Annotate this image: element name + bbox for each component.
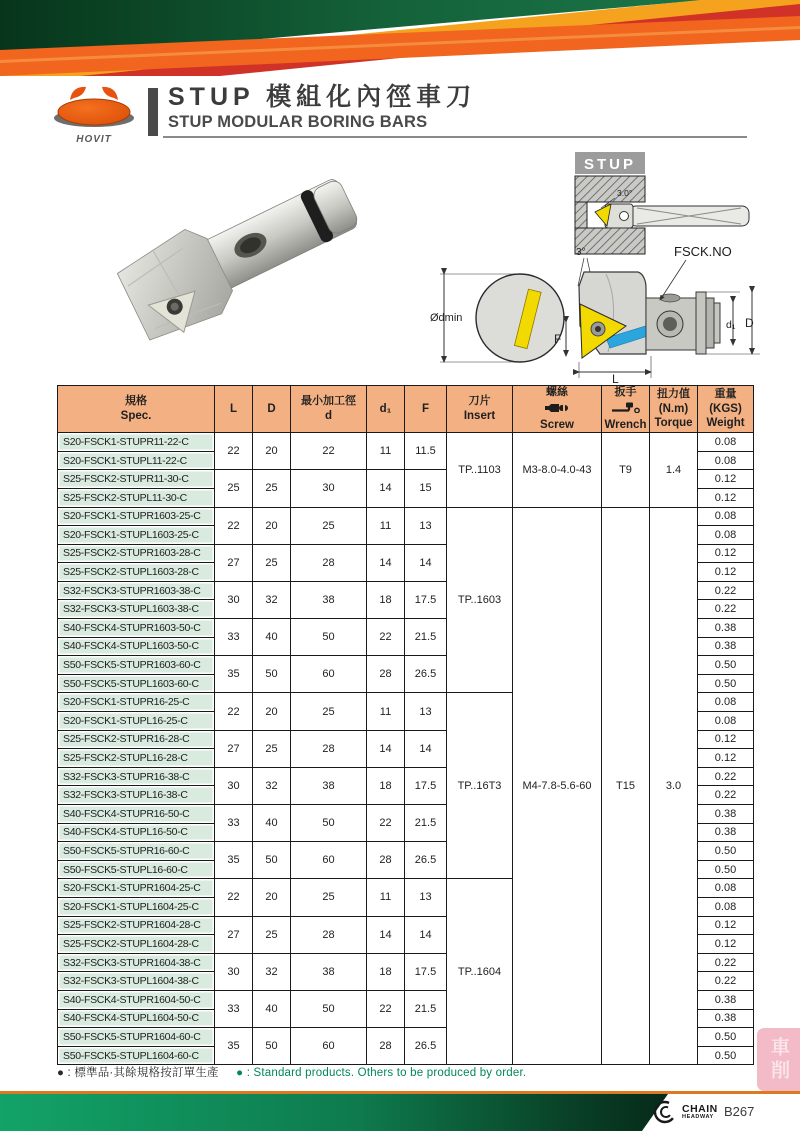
weight-cell: 0.50: [698, 842, 754, 861]
value-cell-d1: 22: [367, 990, 405, 1027]
value-cell-d1: 18: [367, 767, 405, 804]
spec-cell: S25-FSCK2-STUPR11-30-C: [58, 470, 215, 489]
weight-cell: 0.50: [698, 656, 754, 675]
col-header-D: D: [253, 386, 291, 433]
insert-cell: TP..1103: [447, 433, 513, 507]
spec-cell: S25-FSCK2-STUPR1604-28-C: [58, 916, 215, 935]
weight-cell: 0.12: [698, 544, 754, 563]
value-cell-D: 40: [253, 990, 291, 1027]
value-cell-d1: 28: [367, 842, 405, 879]
col-header-d: 最小加工徑 d: [291, 386, 367, 433]
spec-cell: S20-FSCK1-STUPL16-25-C: [58, 712, 215, 731]
value-cell-d: 60: [291, 1028, 367, 1065]
value-cell-d: 50: [291, 990, 367, 1027]
col-header-insert: 刀片 Insert: [447, 386, 513, 433]
table-header-row: [58, 386, 754, 433]
spec-cell: S40-FSCK4-STUPL1603-50-C: [58, 637, 215, 656]
value-cell-d1: 11: [367, 507, 405, 544]
spec-cell: S25-FSCK2-STUPR1603-28-C: [58, 544, 215, 563]
value-cell-L: 35: [215, 1028, 253, 1065]
spec-cell: S20-FSCK1-STUPR16-25-C: [58, 693, 215, 712]
weight-cell: 0.22: [698, 972, 754, 991]
value-cell-d: 28: [291, 730, 367, 767]
dim-f-label: F: [554, 332, 562, 346]
value-cell-D: 20: [253, 879, 291, 916]
value-cell-L: 30: [215, 767, 253, 804]
weight-cell: 0.12: [698, 470, 754, 489]
spec-cell: S20-FSCK1-STUPL1603-25-C: [58, 526, 215, 545]
value-cell-L: 33: [215, 619, 253, 656]
torque-cell: 3.0: [650, 507, 698, 1065]
value-cell-F: 15: [405, 470, 447, 507]
spec-cell: S20-FSCK1-STUPR11-22-C: [58, 433, 215, 452]
insert-cell: TP..1604: [447, 879, 513, 1065]
value-cell-F: 13: [405, 507, 447, 544]
value-cell-L: 33: [215, 805, 253, 842]
value-cell-F: 26.5: [405, 842, 447, 879]
screw-cell: M3-8.0-4.0-43: [513, 433, 602, 507]
spec-cell: S40-FSCK4-STUPL16-50-C: [58, 823, 215, 842]
value-cell-d1: 22: [367, 619, 405, 656]
value-cell-d1: 14: [367, 470, 405, 507]
brand-name: HOVIT: [76, 134, 112, 145]
page-title-block: [168, 84, 476, 131]
col-header-screw: 螺絲 Screw: [513, 386, 602, 433]
spec-cell: S50-FSCK5-STUPR16-60-C: [58, 842, 215, 861]
value-cell-d: 60: [291, 842, 367, 879]
value-cell-d: 25: [291, 507, 367, 544]
spec-cell: S50-FSCK5-STUPR1603-60-C: [58, 656, 215, 675]
weight-cell: 0.50: [698, 860, 754, 879]
screw-cell: M4-7.8-5.6-60: [513, 507, 602, 1065]
spec-cell: S25-FSCK2-STUPL16-28-C: [58, 749, 215, 768]
value-cell-d: 30: [291, 470, 367, 507]
weight-cell: 0.12: [698, 749, 754, 768]
value-cell-L: 22: [215, 693, 253, 730]
spec-table-body: [58, 433, 754, 1065]
lead-angle-label: 3°: [576, 247, 586, 258]
value-cell-F: 17.5: [405, 953, 447, 990]
title-divider-bar: [148, 88, 158, 136]
col-header-weight: 重量 (KGS) Weight: [698, 386, 754, 433]
dmin-label: Ødmin: [430, 312, 463, 324]
value-cell-d: 38: [291, 953, 367, 990]
page-title-en: STUP MODULAR BORING BARS: [168, 112, 428, 131]
value-cell-D: 50: [253, 842, 291, 879]
dimension-diagram: [430, 242, 770, 384]
value-cell-D: 25: [253, 916, 291, 953]
weight-cell: 0.08: [698, 897, 754, 916]
value-cell-L: 35: [215, 656, 253, 693]
page-number: B267: [724, 1104, 755, 1119]
weight-cell: 0.08: [698, 451, 754, 470]
value-cell-D: 20: [253, 693, 291, 730]
spec-cell: S50-FSCK5-STUPL16-60-C: [58, 860, 215, 879]
value-cell-F: 21.5: [405, 805, 447, 842]
spec-cell: S20-FSCK1-STUPR1603-25-C: [58, 507, 215, 526]
spec-cell: S20-FSCK1-STUPR1604-25-C: [58, 879, 215, 898]
weight-cell: 0.08: [698, 526, 754, 545]
value-cell-d1: 14: [367, 544, 405, 581]
value-cell-F: 11.5: [405, 433, 447, 470]
dim-l-label: L: [612, 372, 619, 384]
weight-cell: 0.38: [698, 990, 754, 1009]
weight-cell: 0.08: [698, 712, 754, 731]
value-cell-d: 50: [291, 805, 367, 842]
fsck-note-label: FSCK.NO: [674, 244, 732, 259]
crab-logo-icon: [48, 82, 140, 128]
value-cell-L: 30: [215, 953, 253, 990]
weight-cell: 0.12: [698, 935, 754, 954]
value-cell-D: 50: [253, 656, 291, 693]
value-cell-d: 28: [291, 916, 367, 953]
spec-cell: S20-FSCK1-STUPL11-22-C: [58, 451, 215, 470]
value-cell-d1: 11: [367, 433, 405, 470]
weight-cell: 0.12: [698, 730, 754, 749]
spec-cell: S50-FSCK5-STUPL1604-60-C: [58, 1046, 215, 1065]
screw-icon: [544, 403, 570, 413]
wrench-icon: [611, 402, 641, 413]
value-cell-d: 28: [291, 544, 367, 581]
footer-accent-line: [0, 1091, 800, 1094]
spec-cell: S50-FSCK5-STUPR1604-60-C: [58, 1028, 215, 1047]
weight-cell: 0.08: [698, 433, 754, 452]
side-tab-label: 車削: [768, 1036, 789, 1083]
spec-cell: S40-FSCK4-STUPL1604-50-C: [58, 1009, 215, 1028]
value-cell-F: 14: [405, 730, 447, 767]
weight-cell: 0.50: [698, 1046, 754, 1065]
value-cell-L: 25: [215, 470, 253, 507]
spec-table: [57, 385, 754, 1065]
value-cell-L: 33: [215, 990, 253, 1027]
weight-cell: 0.22: [698, 600, 754, 619]
weight-cell: 0.22: [698, 786, 754, 805]
col-header-L: L: [215, 386, 253, 433]
spec-cell: S32-FSCK3-STUPL1603-38-C: [58, 600, 215, 619]
legend-en: ● : Standard products. Others to be produced by order.: [236, 1067, 527, 1079]
spec-cell: S20-FSCK1-STUPL1604-25-C: [58, 897, 215, 916]
dim-d1-label: d₁: [726, 319, 736, 331]
value-cell-D: 20: [253, 433, 291, 470]
weight-cell: 0.38: [698, 805, 754, 824]
weight-cell: 0.38: [698, 637, 754, 656]
value-cell-d: 38: [291, 581, 367, 618]
spec-cell: S40-FSCK4-STUPR1604-50-C: [58, 990, 215, 1009]
value-cell-F: 14: [405, 916, 447, 953]
footer-brand: [653, 1100, 718, 1124]
wrench-cell: T15: [602, 507, 650, 1065]
value-cell-L: 27: [215, 544, 253, 581]
weight-cell: 0.22: [698, 767, 754, 786]
value-cell-L: 30: [215, 581, 253, 618]
weight-cell: 0.38: [698, 1009, 754, 1028]
weight-cell: 0.08: [698, 693, 754, 712]
table-row: [58, 507, 754, 526]
insert-cell: TP..16T3: [447, 693, 513, 879]
value-cell-D: 40: [253, 805, 291, 842]
value-cell-F: 26.5: [405, 656, 447, 693]
value-cell-F: 21.5: [405, 619, 447, 656]
col-header-F: F: [405, 386, 447, 433]
weight-cell: 0.50: [698, 674, 754, 693]
weight-cell: 0.38: [698, 619, 754, 638]
value-cell-D: 25: [253, 544, 291, 581]
table-row: [58, 433, 754, 452]
value-cell-d1: 28: [367, 1028, 405, 1065]
value-cell-d1: 14: [367, 916, 405, 953]
stup-box-label: STUP: [583, 156, 637, 173]
spec-cell: S32-FSCK3-STUPR16-38-C: [58, 767, 215, 786]
page-title-zh: STUP 模組化內徑車刀: [168, 83, 477, 111]
value-cell-D: 25: [253, 470, 291, 507]
value-cell-F: 17.5: [405, 581, 447, 618]
value-cell-L: 27: [215, 730, 253, 767]
weight-cell: 0.38: [698, 823, 754, 842]
chain-headway-logo-icon: [653, 1100, 677, 1124]
value-cell-F: 14: [405, 544, 447, 581]
value-cell-L: 22: [215, 507, 253, 544]
spec-cell: S50-FSCK5-STUPL1603-60-C: [58, 674, 215, 693]
spec-cell: S32-FSCK3-STUPR1604-38-C: [58, 953, 215, 972]
value-cell-d: 38: [291, 767, 367, 804]
weight-cell: 0.08: [698, 879, 754, 898]
col-header-spec: 規格 Spec.: [58, 386, 215, 433]
spec-cell: S40-FSCK4-STUPR16-50-C: [58, 805, 215, 824]
title-underline: [163, 136, 747, 138]
value-cell-d1: 11: [367, 693, 405, 730]
footer-brand-bottom: HEADWAY: [682, 1113, 714, 1120]
legend-zh: ● : 標準品·其餘規格按訂單生產: [57, 1067, 219, 1079]
stup-angle-label: 3.0°: [617, 188, 633, 198]
weight-cell: 0.12: [698, 916, 754, 935]
value-cell-D: 25: [253, 730, 291, 767]
value-cell-L: 22: [215, 433, 253, 470]
weight-cell: 0.22: [698, 953, 754, 972]
value-cell-d1: 18: [367, 953, 405, 990]
col-header-wrench: 扳手 Wrench: [602, 386, 650, 433]
col-header-torque: 扭力值 (N.m) Torque: [650, 386, 698, 433]
dim-d-label: D: [745, 316, 754, 330]
value-cell-d: 50: [291, 619, 367, 656]
legend-note: [57, 1064, 526, 1080]
value-cell-d: 25: [291, 693, 367, 730]
value-cell-L: 35: [215, 842, 253, 879]
brand-logo: [44, 82, 144, 145]
spec-cell: S40-FSCK4-STUPR1603-50-C: [58, 619, 215, 638]
spec-cell: S25-FSCK2-STUPL11-30-C: [58, 488, 215, 507]
value-cell-d1: 11: [367, 879, 405, 916]
value-cell-d1: 14: [367, 730, 405, 767]
torque-cell: 1.4: [650, 433, 698, 507]
spec-cell: S32-FSCK3-STUPR1603-38-C: [58, 581, 215, 600]
value-cell-D: 32: [253, 767, 291, 804]
spec-cell: S25-FSCK2-STUPL1604-28-C: [58, 935, 215, 954]
value-cell-D: 32: [253, 581, 291, 618]
wrench-cell: T9: [602, 433, 650, 507]
weight-cell: 0.50: [698, 1028, 754, 1047]
value-cell-F: 13: [405, 879, 447, 916]
value-cell-D: 32: [253, 953, 291, 990]
footer-brand-top: CHAIN: [682, 1103, 718, 1115]
col-header-d1: d₁: [367, 386, 405, 433]
spec-cell: S32-FSCK3-STUPL1604-38-C: [58, 972, 215, 991]
weight-cell: 0.08: [698, 507, 754, 526]
product-photo: [68, 150, 378, 365]
side-tab-turning: [757, 1028, 800, 1091]
value-cell-d: 25: [291, 879, 367, 916]
value-cell-F: 17.5: [405, 767, 447, 804]
value-cell-F: 13: [405, 693, 447, 730]
value-cell-F: 21.5: [405, 990, 447, 1027]
value-cell-L: 22: [215, 879, 253, 916]
weight-cell: 0.12: [698, 488, 754, 507]
value-cell-d1: 28: [367, 656, 405, 693]
weight-cell: 0.22: [698, 581, 754, 600]
value-cell-d: 22: [291, 433, 367, 470]
spec-cell: S32-FSCK3-STUPL16-38-C: [58, 786, 215, 805]
weight-cell: 0.12: [698, 563, 754, 582]
spec-cell: S25-FSCK2-STUPL1603-28-C: [58, 563, 215, 582]
value-cell-D: 40: [253, 619, 291, 656]
value-cell-L: 27: [215, 916, 253, 953]
value-cell-d1: 22: [367, 805, 405, 842]
spec-cell: S25-FSCK2-STUPR16-28-C: [58, 730, 215, 749]
value-cell-d: 60: [291, 656, 367, 693]
value-cell-F: 26.5: [405, 1028, 447, 1065]
value-cell-D: 20: [253, 507, 291, 544]
value-cell-D: 50: [253, 1028, 291, 1065]
insert-cell: TP..1603: [447, 507, 513, 693]
value-cell-d1: 18: [367, 581, 405, 618]
top-banner-graphic: [0, 0, 800, 76]
